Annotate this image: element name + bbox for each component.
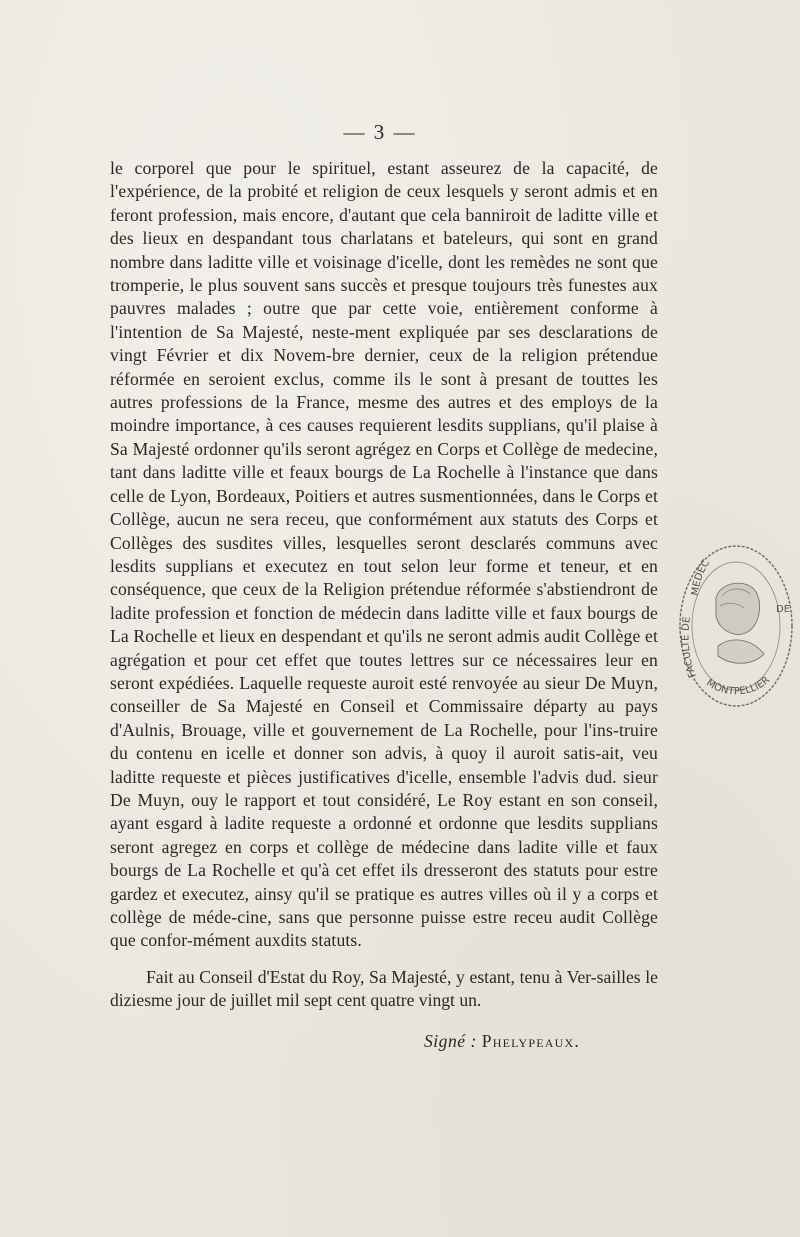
signature-name: Phelypeaux. — [481, 1031, 580, 1051]
stamp-top-text: MEDEC — [689, 557, 713, 597]
signature-prefix: Signé : — [424, 1031, 477, 1051]
stamp-left-text: FACULTE DE — [680, 616, 699, 679]
svg-text:MONTPELLIER — [704, 675, 772, 698]
stamp-right-text: DE — [776, 604, 791, 615]
closing-paragraph: Fait au Conseil d'Estat du Roy, Sa Majesté, y estant, tenu à Ver-sailles le diziesme jour de juillet mil sept cent quatre vingt un. — [110, 967, 658, 1011]
stamp-seal-icon — [676, 526, 796, 720]
library-stamp — [676, 526, 796, 720]
page-number: — 3 — — [343, 120, 417, 144]
stamp-bottom-text: MONTPELLIER — [704, 674, 773, 698]
body-text — [110, 157, 658, 953]
signature-line — [424, 1031, 580, 1052]
svg-text:MEDEC — [690, 558, 712, 597]
main-paragraph: le corporel que pour le spirituel, estant asseurez de la capacité, de l'expérience, de la probité et religion de ceux lesquels y seront admis et en feront profession, mais encore, d'autant que cela banniroit de laditte ville et des lieux en despandant tous charlatans et bateleurs, qui sont en grand nombre dans laditte ville et voisinage d'icelle, dont les remèdes ne sont que tromperie, le plus souvent sans succès et presque toujours très funestes aux pauvres malades ; outre que par cette voie, entièrement conforme à l'intention de Sa Majesté, neste-ment expliquée par ses desclarations de vingt Février et dix Novem-bre dernier, ceux de la religion prétendue réformée en seroient exclus, comme ils le sont à presant de touttes les autres professions de la France, mesme des autres et des employs de la moindre importance, à ces causes requierent lesdits supplians, qu'il plaise à Sa Majesté ordonner qu'ils seront agrégez en Corps et Collège de medecine, tant dans laditte ville et feaux bourgs de La Rochelle à l'instance que dans celle de Lyon, Bordeaux, Poitiers et autres susmentionnées, dans le Corps et Collège, aucun ne sera receu, que conformément aux statuts des Corps et Collèges des susdites villes, lesquelles seront desclarés communs avec lesdits supplians et executez en tout selon leur forme et teneur, et en conséquence, que ceux de la Religion prétendue réformée s'abstiendront de ladite profession et fonction de médecin dans laditte ville et faux bourgs de La Rochelle et lieux en despendant et qu'ils ne seront admis audit Collège et agrégation et pour cet effet que toutes lettres sur ce nécessaires leur en seront expédiées. Laquelle requeste auroit esté renvoyée au sieur De Muyn, conseiller de Sa Majesté en Conseil et Commissaire départy au pays d'Aulnis, Brouage, ville et gouvernement de La Rochelle, pour l'ins-truire du contenu en icelle et donner son advis, à quoy il auroit satis-ait, veu laditte requeste et pièces justificatives d'icelle, ensemble l'advis dud. sieur De Muyn, ouy le rapport et tout considéré, Le Roy estant en son conseil, ayant esgard à ladite requeste a ordonné et ordonne que lesdits supplians seront agregez en corps et collège de médecine dans ladite ville et faux bourgs de La Rochelle et qu'à cet effet ils dresseront des statuts pour estre gardez et executez, ainsy qu'il se pratique es autres villes où il y a corps et collège de méde-cine, sans que personne puisse estre receu audit Collège que confor-mément auxdits statuts. — [110, 158, 658, 951]
svg-text:FACULTE DE — [680, 616, 698, 679]
